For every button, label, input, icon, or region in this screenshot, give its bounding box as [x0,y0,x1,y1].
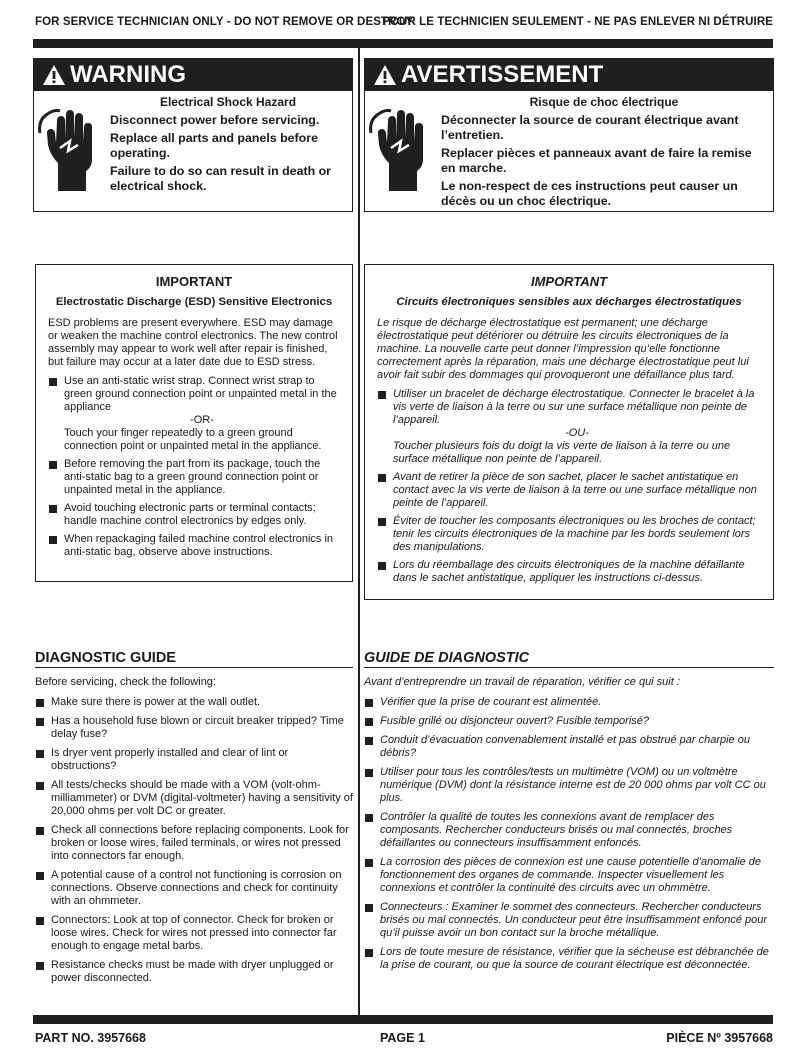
list-item: Vérifier que la prise de courant est alimentée. [364,696,774,709]
list-item: Has a household fuse blown or circuit breaker tripped? Time delay fuse? [35,715,353,741]
list-item [48,375,340,453]
footer-part-number: PART NO. 3957668 [35,1031,146,1045]
header-right: POUR LE TECHNICIEN SEULEMENT - NE PAS ENLEVER NI DÉTRUIRE [382,16,773,28]
list-item: Make sure there is power at the wall outlet. [35,696,353,709]
list-item: Lors du réemballage des circuits électroniques de la machine défaillante dans le sachet antistatique, appliquer les instructions ci-dessus. [377,559,761,585]
or-separator: -OU- [565,426,589,439]
warning-hazard-fr: Risque de choc électrique [529,95,679,109]
warning-line-fr: Le non-respect de ces instructions peut causer un décès ou un choc électrique. [441,179,738,208]
list-item: Utiliser pour tous les contrôles/tests un multimètre (VOM) ou un voltmètre numérique (DVM) dont la résistance interne est de 20 000 ohms par volt CC ou plus. [364,766,774,805]
list-item: La corrosion des pièces de connexion est une cause potentielle d’anomalie de fonctionnement des organes de commande. Inspecter visuellement les connexions et contrôler la continuité des circuits avec un ohmmètre. [364,856,774,895]
warning-header-fr [365,59,773,91]
warning-box-en [33,58,353,212]
or-separator: -OR- [190,413,214,426]
important-subtitle-en: Electrostatic Discharge (ESD) Sensitive Electronics [55,296,333,308]
list-item: Fusible grillé ou disjoncteur ouvert? Fusible temporisé? [364,715,774,728]
important-intro-en: ESD problems are present everywhere. ESD may damage or weaken the machine control electronics. The new control assembly may appear to work well after repair is finished, but failure may occur at a later date due to ESD stress. [48,316,338,368]
electric-shock-hand-icon [369,103,441,193]
warning-hazard-en: Electrical Shock Hazard [159,95,297,109]
list-item: A potential cause of a control not functioning is corrosion on connections. Observe connections and check for continuity with an ohmmeter. [35,869,353,908]
warning-line-en: Failure to do so can result in death or electrical shock. [110,164,331,193]
esd-step-text: Utiliser un bracelet de décharge électrostatique. Connecter le bracelet à la vis verte de liaison à la terre ou sur une surface métallique non peinte de l’appareil. [393,387,755,426]
list-item: Resistance checks must be made with dryer unplugged or power disconnected. [35,959,353,985]
warning-line-en: Disconnect power before servicing. [110,113,320,127]
important-title-en: IMPORTANT [155,274,233,289]
important-intro-fr: Le risque de décharge électrostatique est permanent; une décharge électrostatique peut détériorer ou détruire les circuits électroniques de la machine. La nouvelle carte peut donner l’impression qu’elle fonctionne correctement après la réparation, mais une décharge électrostatique peut lui avoir fait subir des dommages qui provoqueront une défaillance plus tard. [377,316,749,381]
list-item: Avoid touching electronic parts or terminal contacts; handle machine control electronics by edges only. [48,502,340,528]
list-item: Connecteurs : Examiner le sommet des connecteurs. Rechercher conducteurs brisés ou mal connectés. Un conducteur peut être insuffisamment enfoncé pour qu’il puisse avoir un bon contact sur la broche métallique. [364,901,774,940]
list-item: Before removing the part from its package, touch the anti-static bag to a green ground connection point or unpainted metal in the appliance. [48,458,340,497]
diagnostic-intro-fr: Avant d’entreprendre un travail de réparation, vérifier ce qui suit : [364,676,680,688]
list-item: Éviter de toucher les composants électroniques ou les broches de contact; tenir les circuits électroniques de la machine par les bords seulement lors des manipulations. [377,515,761,554]
warning-line-en: Replace all parts and panels before operating. [110,131,318,160]
diagnostic-title-en: DIAGNOSTIC GUIDE [35,652,353,668]
list-item: Is dryer vent properly installed and clear of lint or obstructions? [35,747,353,773]
diagnostic-intro-en: Before servicing, check the following: [35,676,216,688]
footer-page: PAGE 1 [380,1031,425,1045]
list-item: Check all connections before replacing components. Look for broken or loose wires, failed terminals, or wires not pressed into connectors far enough. [35,824,353,863]
warning-line-fr: Replacer pièces et panneaux avant de faire la remise en marche. [441,146,752,175]
esd-step-text: Use an anti-static wrist strap. Connect wrist strap to green ground connection point or unpainted metal in the appliance [64,374,337,413]
list-item: Connectors: Look at top of connector. Check for broken or loose wires. Check for wires not pressed into connector far enough to engage metal barbs. [35,914,353,953]
warning-header-en [34,59,352,91]
list-item: When repackaging failed machine control electronics in anti-static bag, observe above instructions. [48,533,340,559]
important-box-en [35,264,353,582]
top-rule [33,39,773,48]
warning-line-fr: Déconnecter la source de courant électrique avant l’entretien. [441,113,739,142]
list-item: Contrôler la qualité de toutes les connexions avant de remplacer des composants. Rechercher conducteurs brisés ou mal connectés, broches défaillantes ou connecteurs insuffisamment enfoncés. [364,811,774,850]
diagnostic-guide-en [35,652,353,991]
important-title-fr: IMPORTANT [530,274,608,289]
footer-part-number-fr: PIÈCE Nº 3957668 [666,1031,773,1045]
esd-step-text: Toucher plusieurs fois du doigt la vis verte de liaison à la terre ou une surface métallique non peinte de l’appareil. [393,439,731,465]
list-item: Avant de retirer la pièce de son sachet, placer le sachet antistatique en contact avec la vis verte de liaison à la terre ou une surface métallique non peinte de l’appareil. [377,471,761,510]
warning-triangle-icon [42,64,66,86]
list-item: Conduit d’évacuation convenablement installé et pas obstrué par charpie ou débris? [364,734,774,760]
diagnostic-title-fr: GUIDE DE DIAGNOSTIC [364,652,774,668]
warning-title-fr: AVERTISSEMENT [401,61,604,88]
bottom-rule [33,1015,773,1024]
important-subtitle-fr: Circuits électroniques sensibles aux décharges électrostatiques [396,296,742,308]
warning-triangle-icon [373,64,397,86]
warning-box-fr [364,58,774,212]
warning-title-en: WARNING [70,61,186,88]
electric-shock-hand-icon [38,103,110,193]
list-item [377,388,761,466]
center-divider [358,48,360,1016]
diagnostic-guide-fr [364,652,774,978]
list-item: All tests/checks should be made with a VOM (volt-ohm-milliammeter) or DVM (digital-voltmeter) having a sensitivity of 20,000 ohms per volt DC or greater. [35,779,353,818]
list-item: Lors de toute mesure de résistance, vérifier que la sécheuse est débranchée de la prise de courant, ou que la source de courant électrique est déconnectée. [364,946,774,972]
esd-step-text: Touch your finger repeatedly to a green ground connection point or unpainted metal in the appliance. [64,426,322,452]
header-left: FOR SERVICE TECHNICIAN ONLY - DO NOT REMOVE OR DESTROY [35,16,414,28]
important-box-fr [364,264,774,600]
